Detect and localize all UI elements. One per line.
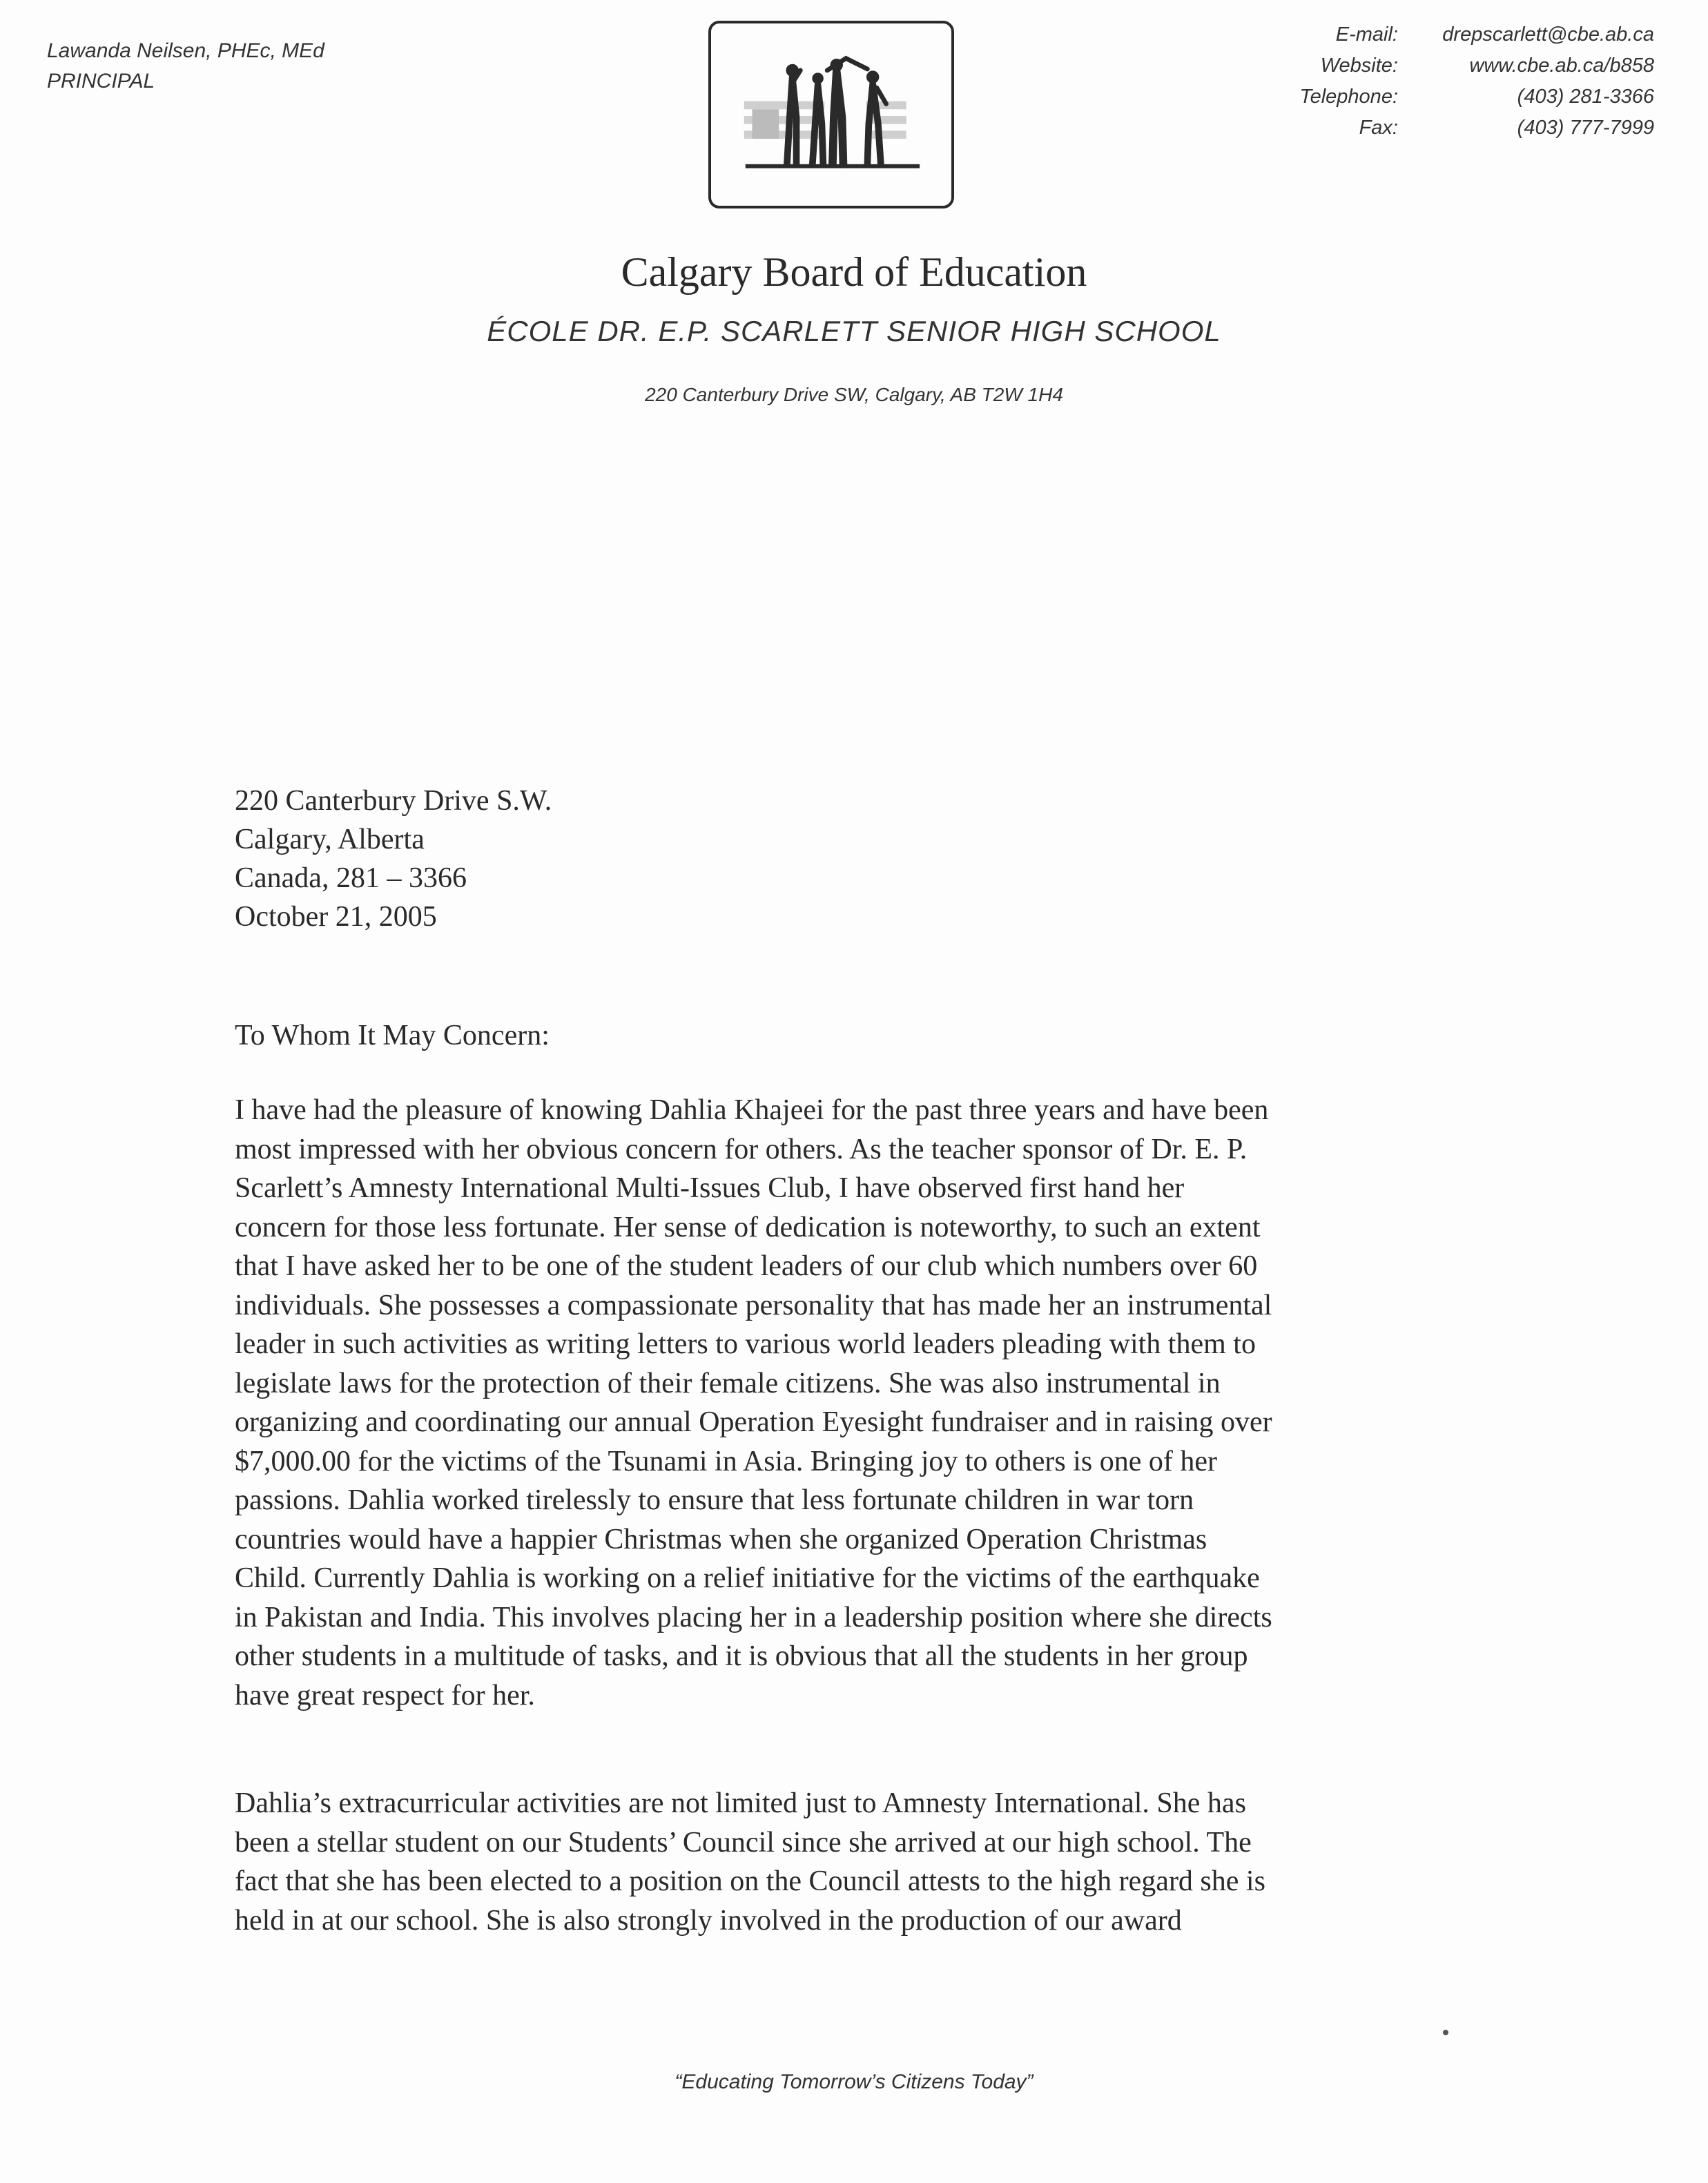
paragraph-line: been a stellar student on our Students’ Council since she arrived at our high school. The [235, 1826, 1252, 1859]
body-paragraph-1 [235, 1091, 1464, 1715]
paragraph-line: leader in such activities as writing letters to various world leaders pleading with them to [235, 1328, 1256, 1360]
sender-address-block [235, 782, 552, 936]
paragraph-line: fact that she has been elected to a position on the Council attests to the high regard she is [235, 1865, 1265, 1897]
scan-speck [1443, 2030, 1448, 2035]
paragraph-line: Child. Currently Dahlia is working on a relief initiative for the victims of the earthquake [235, 1562, 1260, 1594]
paragraph-line: Scarlett’s Amnesty International Multi-Issues Club, I have observed first hand her [235, 1172, 1185, 1204]
salutation: To Whom It May Concern: [235, 1020, 550, 1051]
paragraph-line: concern for those less fortunate. Her sense of dedication is noteworthy, to such an extent [235, 1211, 1261, 1243]
contact-email-value[interactable]: drepscarlett@cbe.ab.ca [1442, 23, 1654, 46]
figures-logo-icon [711, 23, 951, 206]
school-name: ÉCOLE DR. E.P. SCARLETT SENIOR HIGH SCHOOL [487, 315, 1221, 347]
contact-telephone-label: Telephone: [1299, 86, 1398, 108]
board-name: Calgary Board of Education [621, 249, 1087, 295]
sender-line: 220 Canterbury Drive S.W. [235, 785, 552, 817]
contact-website-label: Website: [1320, 55, 1398, 77]
letter-date: October 21, 2005 [235, 901, 437, 933]
contact-telephone [1243, 81, 1654, 113]
paragraph-line: $7,000.00 for the victims of the Tsunami in Asia. Bringing joy to others is one of her [235, 1445, 1217, 1477]
paragraph-line: I have had the pleasure of knowing Dahlia Khajeei for the past three years and have been [235, 1094, 1269, 1126]
contact-website-value[interactable]: www.cbe.ab.ca/b858 [1469, 55, 1654, 77]
contact-email [1243, 19, 1654, 50]
principal-title: PRINCIPAL [47, 70, 155, 93]
paragraph-line: individuals. She possesses a compassionate personality that has made her an instrumental [235, 1289, 1272, 1321]
paragraph-line: passions. Dahlia worked tirelessly to ensure that less fortunate children in war torn [235, 1484, 1194, 1516]
paragraph-line: countries would have a happier Christmas when she organized Operation Christmas [235, 1523, 1207, 1555]
paragraph-line: that I have asked her to be one of the student leaders of our club which numbers over 60 [235, 1250, 1258, 1282]
sender-line: Canada, 281 – 3366 [235, 862, 467, 894]
footer-motto: “Educating Tomorrow’s Citizens Today” [675, 2070, 1033, 2093]
contact-email-label: E-mail: [1335, 23, 1398, 46]
contact-block [1243, 19, 1654, 144]
paragraph-line: in Pakistan and India. This involves placing her in a leadership position where she directs [235, 1601, 1272, 1633]
principal-name: Lawanda Neilsen, PHEc, MEd [47, 39, 324, 62]
paragraph-line: other students in a multitude of tasks, and it is obvious that all the students in her group [235, 1640, 1248, 1672]
school-board-logo [708, 21, 954, 208]
paragraph-line: held in at our school. She is also strongly involved in the production of our award [235, 1904, 1182, 1937]
sender-line: Calgary, Alberta [235, 824, 425, 855]
contact-fax-label: Fax: [1359, 117, 1398, 139]
paragraph-line: legislate laws for the protection of their female citizens. She was also instrumental in [235, 1367, 1221, 1399]
paragraph-line: most impressed with her obvious concern for others. As the teacher sponsor of Dr. E. P. [235, 1133, 1248, 1165]
contact-website [1243, 50, 1654, 81]
paragraph-line: Dahlia’s extracurricular activities are not limited just to Amnesty International. She has [235, 1787, 1246, 1819]
body-paragraph-2 [235, 1784, 1464, 1940]
paragraph-line: have great respect for her. [235, 1679, 535, 1711]
paragraph-line: organizing and coordinating our annual Operation Eyesight fundraiser and in raising over [235, 1406, 1272, 1438]
contact-telephone-value: (403) 281-3366 [1517, 86, 1654, 108]
school-address: 220 Canterbury Drive SW, Calgary, AB T2W 1H4 [645, 384, 1063, 405]
contact-fax-value: (403) 777-7999 [1517, 117, 1654, 139]
principal-block [47, 36, 324, 97]
contact-fax [1243, 113, 1654, 144]
